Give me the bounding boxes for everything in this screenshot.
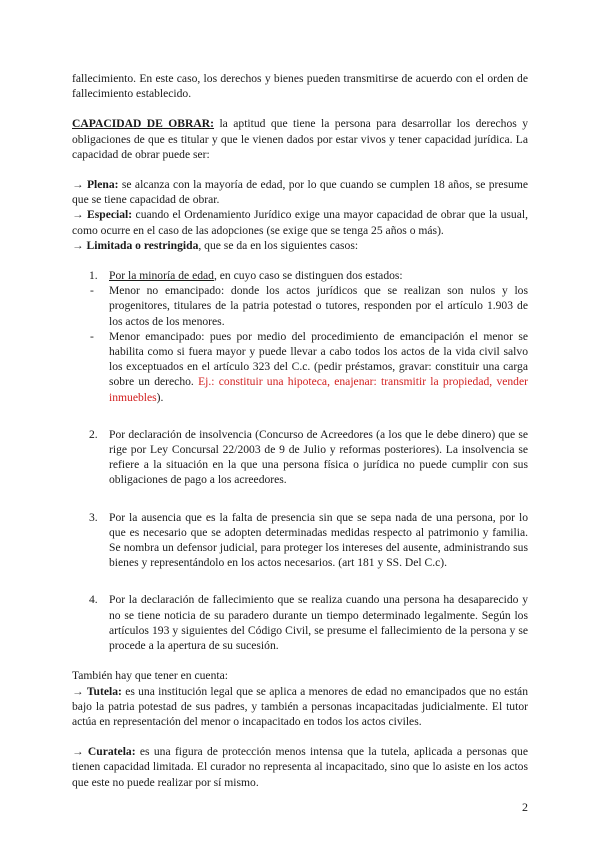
caso-1-sub-no-emancipado: - Menor no emancipado: donde los actos jurídicos que se realizan son nulos y los progenitores, titulares de la patria potestad o tutores, responden por el artículo 1.903 de los actos de los menores. — [90, 284, 528, 328]
tipo-plena — [72, 177, 528, 207]
tipo-label: Especial: — [87, 208, 133, 222]
curatela-label: Curatela: — [87, 745, 136, 759]
curatela-paragraph — [72, 744, 528, 790]
dash-bullet: - — [90, 284, 94, 298]
caso-4 — [72, 592, 528, 653]
tutela-label: Tutela: — [86, 684, 122, 698]
caso-1 — [72, 268, 528, 283]
caso-2-text: Por declaración de insolvencia (Concurso de Acreedores (a los que le debe dinero) que se rige por Ley Concursal 22/2003 de 9 de Julio y reformas posteriores). La insolvencia se refiere a la situación en la que una persona física o jurídica no puede cumplir con sus obligaciones de pago a los acreedores. — [109, 427, 528, 487]
tipo-text: cuando el Ordenamiento Jurídico exige una mayor capacidad de obrar que la usual, como ocurre en el caso de las adopciones (se exige que se tenga 25 años o más). — [72, 208, 528, 237]
capacidad-heading: CAPACIDAD DE OBRAR: — [72, 117, 215, 131]
tipo-label: Limitada o restringida — [86, 238, 199, 252]
tutela-text: es una institución legal que se aplica a menores de edad no emancipados que no están bajo la patria potestad de sus padres, y también a personas incapacitadas judicialmente. El tutor actúa en representación del menor o incapacitado en todos los actos civiles. — [72, 684, 528, 728]
curatela-text: es una figura de protección menos intensa que la tutela, aplicada a personas que tienen capacidad limitada. El curador no representa al incapacitado, sino que lo asiste en los actos que este no puede realizar por sí mismo. — [72, 745, 528, 789]
tipo-limitada — [72, 238, 528, 253]
arrow-icon: → — [72, 238, 84, 252]
tutela-paragraph — [72, 684, 528, 730]
tambien-paragraph: También hay que tener en cuenta: — [72, 669, 228, 683]
caso-number: 3. — [89, 510, 98, 524]
arrow-icon: → — [72, 745, 84, 759]
arrow-icon: → — [72, 178, 84, 192]
tipo-label: Plena: — [86, 178, 119, 192]
capacidad-text: la aptitud que tiene la persona para desarrollar los derechos y obligaciones de que es titular y que le vienen dados por estar vivos y tener capacidad jurídica. La capacidad de obrar puede ser: — [72, 117, 528, 161]
intro-paragraph: fallecimiento. En este caso, los derechos y bienes pueden transmitirse de acuerdo con el orden de fallecimiento establecido. — [72, 72, 528, 101]
caso-1-text: , en cuyo caso se distinguen dos estados: — [213, 269, 403, 283]
caso-1-sub-emancipado: - Menor emancipado: pues por medio del procedimiento de emancipación el menor se habilita como si fuera mayor y puede llevar a cabo todos los actos de la vida civil salvo los exceptuados en el artículo 323 del C.c. (pedir préstamos, gravar: constituir una carga sobre un derecho. Ej.: constituir una hipoteca, enajenar: transmitir la propiedad, vender inmuebles). — [90, 329, 528, 404]
caso-2 — [72, 427, 528, 488]
dash-bullet: - — [90, 329, 94, 343]
caso-1-title: Por la minoría de edad — [109, 269, 214, 283]
tipo-especial — [72, 207, 528, 237]
caso-3 — [72, 510, 528, 571]
page-number: 2 — [522, 800, 528, 814]
tipo-text: , que se da en los siguientes casos: — [198, 238, 359, 252]
caso-number: 1. — [89, 269, 98, 283]
example-red-text: Ej.: constituir una hipoteca, enajenar: transmitir la propiedad, vender inmuebles — [109, 375, 528, 404]
caso-number: 4. — [89, 593, 98, 607]
arrow-icon: → — [72, 208, 84, 222]
caso-3-text: Por la ausencia que es la falta de presencia sin que se sepa nada de una persona, por lo que es necesario que se adopten determinadas medidas respecto al patrimonio y familia. Se nombra un defensor judicial, para proteger los intereses del ausente, administrando sus bienes y representándolo en los actos necesarios. (art 181 y SS. Del C.c). — [109, 510, 528, 570]
capacidad-paragraph — [72, 116, 528, 162]
tipo-text: se alcanza con la mayoría de edad, por lo que cuando se cumplen 18 años, se presume que se tiene capacidad de obrar. — [72, 178, 528, 207]
caso-4-text: Por la declaración de fallecimiento que se realiza cuando una persona ha desaparecido y no se tiene noticia de su paradero durante un tiempo determinado legalmente. Según los artículos 193 y siguientes del Código Civil, se presume el fallecimiento de la persona y se procede a la apertura de su sucesión. — [109, 593, 528, 653]
caso-number: 2. — [89, 427, 98, 441]
page-content — [72, 71, 528, 790]
arrow-icon: → — [72, 684, 84, 698]
